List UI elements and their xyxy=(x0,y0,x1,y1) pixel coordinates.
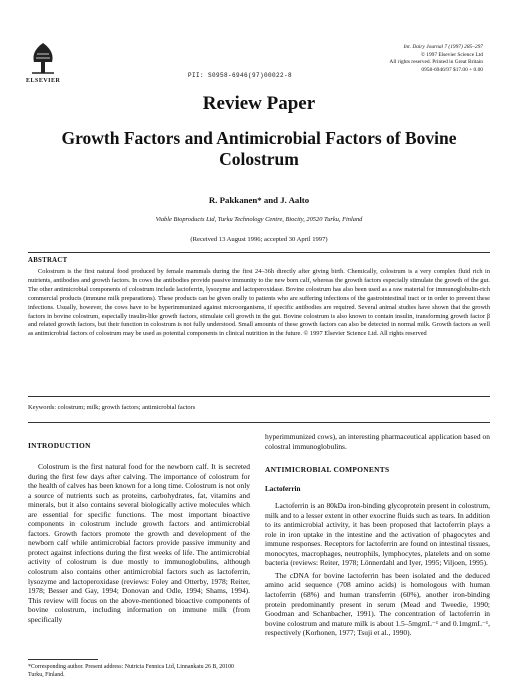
journal-citation: Int. Dairy Journal 7 (1997) 285–297 xyxy=(403,44,483,50)
lactoferrin-paragraph-1: Lactoferrin is an 80kDa iron-binding glycoprotein present in colostrum, milk and to a lesser extent in other exocrine fluids such as tears. In addition to its antimicrobial activity, it has been proposed that lactoferrin plays a role in iron uptake in the intestine and the activation of phagocytes and immune responses. Receptors for lactoferrin are found on intestinal tissues, monocytes, macrophages, neutrophils, lymphocytes, platelets and on some bacteria (reviews: Reiter, 1978; Lönnerdahl and Iyer, 1995; Viljoen, 1995). xyxy=(265,501,490,568)
right-column xyxy=(265,432,490,638)
publisher-name: ELSEVIER xyxy=(26,78,61,84)
rights-line: All rights reserved. Printed in Great Britain xyxy=(389,59,483,66)
article-title: Growth Factors and Antimicrobial Factors of Bovine Colostrum xyxy=(61,128,457,169)
abstract-heading: ABSTRACT xyxy=(28,257,68,264)
keywords-rule xyxy=(28,422,490,423)
copyright-line: © 1997 Elsevier Science Ltd xyxy=(420,51,483,58)
abstract-bottom-rule xyxy=(28,396,490,397)
received-dates: (Received 13 August 1996; accepted 30 April 1997) xyxy=(190,236,328,243)
authors: R. Pakkanen* and J. Aalto xyxy=(208,195,310,205)
left-column xyxy=(28,441,250,624)
abstract-text: Colostrum is the first natural food produced by female mammals during the first 24–36h directly after giving birth. Chemically, colostrum is a very complex fluid rich in nutrients, antibodies and growth factors. In cows the antibodies provide passive immunity to the new born calf, whereas the growth factors especially stimulate the growth of the gut. The other antimicrobial components of colostrum include lactoferrin, lysozyme and lactoperoxidase. Bovine colostrum has also been used as a raw material for immunoglobulin-rich commercial products (immune milk preparations). These products can be given orally to patients who are suffering infections of the gastrointestinal tract or in order to prevent these infections. Usually, however, the cows have to be hyperimmunized against microorganisms, if specific antibodies are required. Several animal studies have shown that the growth factors in bovine colostrum, especially insulin-like growth factors, stimulate cell growth in the gut. Bovine colostrum is also known to contain insulin, transforming growth factor β and related growth factors, but their function in colostrum is not fully understood. Small amounts of these growth factors can also be detected in normal milk. Growth factors as well as antimicrobial factors of colostrum may be used as potential components in clinical nutrition in the future. © 1997 Elsevier Science Ltd. All rights reserved xyxy=(28,268,490,338)
footnote-rule xyxy=(28,659,98,660)
lactoferrin-subheading: Lactoferrin xyxy=(265,485,301,494)
article-type: Review Paper xyxy=(202,93,316,114)
footnote: *Corresponding author. Present address: Nutricia Fennica Ltd, Linnankatu 26 B, 20100 Turku, Finland. xyxy=(28,664,234,678)
pii-code: PII: S0958-6946(97)00022-8 xyxy=(188,72,293,79)
keywords: Keywords: colostrum; milk; growth factors; antimicrobial factors xyxy=(28,404,196,411)
elsevier-logo xyxy=(28,40,58,76)
continuation-paragraph: hyperimmunized cows), an interesting pharmaceutical application based on colostral immunoglobulins. xyxy=(265,432,490,451)
antimicrobial-heading: ANTIMICROBIAL COMPONENTS xyxy=(265,465,390,475)
journal-info xyxy=(303,44,483,74)
introduction-heading: INTRODUCTION xyxy=(28,441,91,450)
introduction-paragraph: Colostrum is the first natural food for the newborn calf. It is secreted during the first few days after calving. The importance of colostrum for the health of calves has been known for a long time. Colostrum is not only a source of nutrients such as proteins, carbohydrates, fat, vitamins and minerals, but it also contains several biologically active molecules which are essential for specific functions. The most important bioactive components in colostrum include growth factors and antimicrobial factors. Growth factors promote the growth and development of the newborn calf while antimicrobial factors provide passive immunity and protect against infections during the first weeks of life. The antimicrobial activity of colostrum is due mostly to immunoglobulins, although colostrum also contains other antimicrobial factors such as lactoferrin, lysozyme and lactoperoxidase (reviews: Foley and Otterby, 1978; Reiter, 1978; Besser and Gay, 1994; Donovan and Odle, 1994; Shams, 1994). This review will focus on the above-mentioned bioactive components of bovine colostrum, including information on immune milk (from specifically xyxy=(28,462,250,624)
abstract-top-rule xyxy=(28,252,490,253)
affiliation: Viable Bioproducts Ltd, Turku Technology Centre, Biocity, 20520 Turku, Finland xyxy=(155,216,363,223)
lactoferrin-paragraph-2: The cDNA for bovine lactoferrin has been isolated and the deduced amino acid sequence (708 amino acids) is homologous with human lactoferrin (68%) and human transferrin (60%), another iron-binding protein predominantly present in serum (Mead and Tweedie, 1990; Goodman and Schanbacher, 1991). The concentration of lactoferrin in bovine colostrum and mature milk is about 1.5–5mgmL⁻¹ and 0.1mgmL⁻¹, respectively (Korhonen, 1977; Tsuji et al., 1990). xyxy=(265,570,490,638)
issn-line: 0958-6946/97 $17.00 + 0.00 xyxy=(421,66,483,73)
